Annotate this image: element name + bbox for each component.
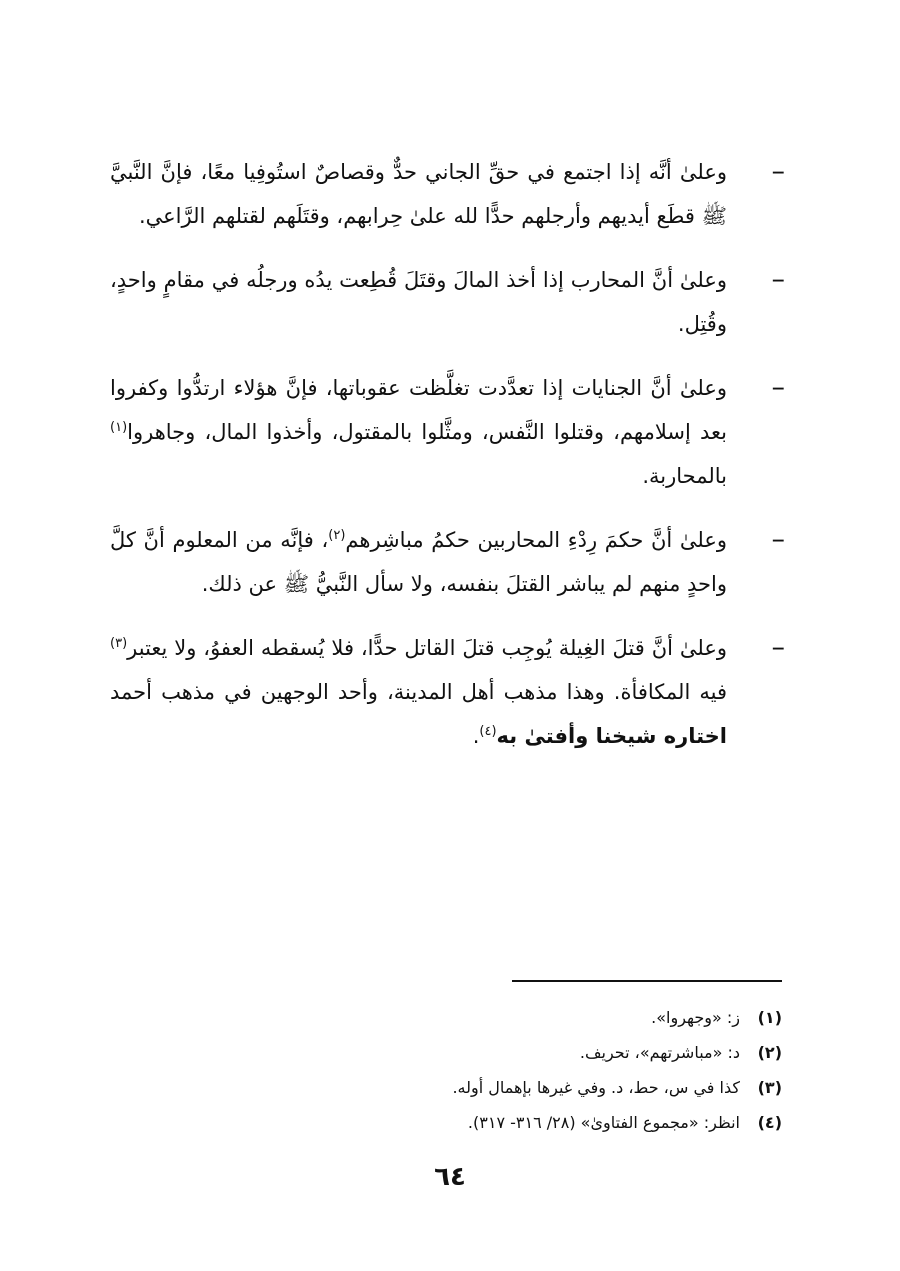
footnote-number: (٤) [757, 1113, 782, 1132]
paragraph [110, 366, 727, 498]
paragraph-text: فيه المكافأة. وهذا مذهب أهل المدينة، وأحد الوجهين في مذهب أحمد [110, 680, 727, 704]
footnote-number: (٣) [757, 1078, 782, 1097]
dash-bullet: – [771, 372, 785, 403]
dash-bullet: – [771, 264, 785, 295]
footnote-reference[interactable]: (١) [110, 420, 128, 435]
paragraph [110, 518, 727, 606]
paragraph-text: وعلىٰ أنَّ الجنايات إذا تعدَّدت تغلَّظت عقوباتها، فإنَّ هؤلاء ارتدُّوا وكفروا بعد إسلامهم، وقتلوا النَّفس، ومثَّلوا بالمقتول، وأخذوا المال، وجاهروا [110, 376, 727, 444]
footnote-text: كذا في س، حط، د. وفي غيرها بإهمال أوله. [452, 1078, 740, 1097]
footnote-text: د: «مباشرتهم»، تحريف. [579, 1043, 740, 1062]
emphasized-text: اختاره شيخنا وأفتىٰ به [496, 724, 727, 748]
list-item [110, 518, 785, 606]
paragraph-text: وعلىٰ أنَّ حكمَ رِدْءِ المحاربين حكمُ مباشِرهم [345, 528, 728, 552]
footnote [122, 1000, 782, 1035]
dash-bullet: – [771, 632, 785, 663]
footnotes [122, 1000, 782, 1140]
list-item [110, 150, 785, 238]
footnote-reference[interactable]: (٢) [328, 528, 346, 543]
paragraph-text: . [472, 724, 480, 748]
paragraph-text: وعلىٰ أنَّ قتلَ الغِيلة يُوجِب قتلَ القاتل حدًّا، فلا يُسقطه العفوُ، ولا يعتبر [127, 636, 727, 660]
footnote-number: (١) [757, 1008, 782, 1027]
footnote-reference[interactable]: (٣) [110, 636, 128, 651]
paragraph-text: وعلىٰ أنَّه إذا اجتمع في حقِّ الجاني حدٌّ وقصاصٌ استُوفِيا معًا، فإنَّ النَّبيَّ ﷺ قطَع أيديهم وأرجلهم حدًّا لله علىٰ حِرابهم، وقتَلَهم لقتلهم الرَّاعي. [110, 160, 727, 228]
list-item [110, 626, 785, 758]
footnote [122, 1070, 782, 1105]
footnote-text: انظر: «مجموع الفتاوىٰ» (٢٨/ ٣١٦- ٣١٧). [467, 1113, 740, 1132]
paragraph [110, 626, 727, 758]
paragraph-text: وعلىٰ أنَّ المحارب إذا أخذ المالَ وقتَلَ قُطِعت يدُه ورجلُه في مقامٍ واحدٍ، وقُتِل. [110, 268, 727, 336]
list-item [110, 366, 785, 498]
main-text [110, 150, 785, 778]
paragraph [110, 150, 727, 238]
page-number: ٦٤ [434, 1162, 466, 1192]
footnote-divider [512, 980, 782, 982]
dash-bullet: – [771, 156, 785, 187]
footnote [122, 1035, 782, 1070]
footnote-reference[interactable]: (٤) [479, 724, 497, 739]
paragraph [110, 258, 727, 346]
list-item [110, 258, 785, 346]
footnote-text: ز: «وجهروا». [651, 1008, 740, 1027]
paragraph-text: بالمحاربة. [642, 464, 727, 488]
paragraph-text: ، فإنَّه من المعلوم أنَّ كلَّ واحدٍ منهم لم يباشر القتلَ بنفسه، ولا سأل النَّبيُّ ﷺ عن ذلك. [110, 528, 727, 596]
dash-bullet: – [771, 524, 785, 555]
footnote [122, 1105, 782, 1140]
footnote-number: (٢) [757, 1043, 782, 1062]
